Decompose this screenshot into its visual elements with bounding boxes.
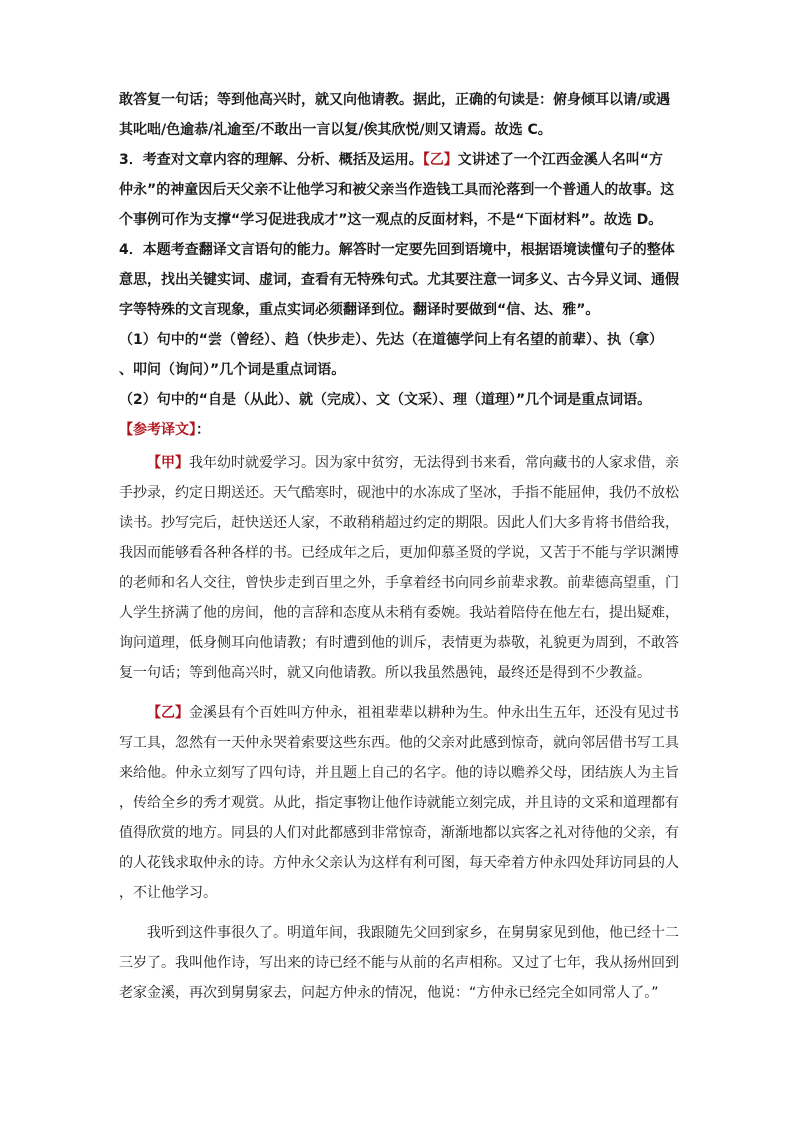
- text-line: [119, 180, 674, 200]
- line-text: 的老师和名人交往，曾快步走到百里之外，手拿着经书向同乡前辈求教。前辈德高望重，门: [119, 575, 679, 591]
- line-text: 其叱咄/色逾恭/礼逾至/不敢出一言以复/俟其欣悦/则又请焉。故选 C。: [119, 122, 552, 138]
- text-line: [119, 390, 651, 410]
- line-text: 意思，找出关键实词、虚词，查看有无特殊句式。尤其要注意一词多义、古今异义词、通假: [119, 272, 679, 288]
- text-line: [119, 663, 651, 683]
- text-line: [119, 573, 679, 593]
- text-line: [119, 330, 663, 350]
- line-text: ，传给全乡的秀才观赏。从此，指定事物让他作诗就能立刻完成，并且诗的文采和道理都有: [119, 795, 679, 811]
- line-text: 字等特殊的文言现象，重点实词必须翻译到位。翻译时要做到“信、达、雅”。: [119, 302, 600, 318]
- bracket-label: 【参考译文】: [119, 422, 196, 438]
- line-text: 值得欣赏的地方。同县的人们对此都感到非常惊奇，渐渐地都以宾客之礼对待他的父亲，有: [119, 825, 679, 841]
- text-line: [119, 793, 679, 813]
- text-line: [119, 120, 552, 140]
- text-line: [147, 453, 679, 473]
- line-text: 老家金溪，再次到舅舅家去，问起方仲永的情况，他说：“方仲永已经完全如同常人了。”: [119, 985, 659, 1001]
- line-text: （1）句中的“尝（曾经）、趋（快步走）、先达（在道德学问上有名望的前辈）、执（拿）: [119, 332, 663, 348]
- line-text: ：: [196, 422, 210, 438]
- text-line: [119, 883, 217, 903]
- line-text: 个事例可作为支撑“学习促进我成才”这一观点的反面材料，不是“下面材料”。故选 D。: [119, 212, 663, 228]
- line-text: （2）句中的“自是（从此）、就（完成）、文（文采）、理（道理）”几个词是重点词语。: [119, 392, 652, 408]
- text-line: [119, 360, 345, 380]
- line-text: 复一句话；等到他高兴时，就又向他请教。所以我虽然愚钝，最终还是得到不少教益。: [119, 665, 651, 681]
- line-text: 来给他。仲永立刻写了四句诗，并且题上自己的名字。他的诗以赡养父母，团结族人为主旨: [119, 765, 679, 781]
- line-text: 3．考查对文章内容的理解、分析、概括及运用。: [119, 152, 423, 168]
- text-line: [119, 543, 679, 563]
- line-text: 4．本题考查翻译文言语句的能力。解答时一定要先回到语境中，根据语境读懂句子的整体: [119, 242, 675, 258]
- line-text: 我因而能够看各种各样的书。已经成年之后，更加仰慕圣贤的学说，又苦于不能与学识渊博: [119, 545, 679, 561]
- line-text: 写工具，忽然有一天仲永哭着索要这些东西。他的父亲对此感到惊奇，就向邻居借书写工具: [119, 735, 679, 751]
- line-text: 文讲述了一个江西金溪人名叫“方: [457, 152, 663, 168]
- text-line: [119, 90, 670, 110]
- text-line: [119, 953, 679, 973]
- text-line: [119, 853, 679, 873]
- text-line: [119, 603, 679, 623]
- bracket-label: 【乙】: [422, 152, 458, 168]
- line-text: 手抄录，约定日期送还。天气酷寒时，砚池中的水冻成了坚冰，手指不能屈伸，我仍不放松: [119, 485, 679, 501]
- line-text: 的人花钱求取仲永的诗。方仲永父亲认为这样有利可图，每天牵着方仲永四处拜访同县的人: [119, 855, 679, 871]
- line-text: 三岁了。我叫他作诗，写出来的诗已经不能与从前的名声相称。又过了七年，我从扬州回到: [119, 955, 679, 971]
- text-line: [147, 703, 679, 723]
- line-text: 人学生挤满了他的房间，他的言辞和态度从未稍有委婉。我站着陪侍在他左右，提出疑难，: [119, 605, 679, 621]
- text-line: [119, 733, 679, 753]
- bracket-label: 【甲】: [147, 455, 189, 471]
- text-line: [119, 240, 675, 260]
- text-line: [119, 300, 599, 320]
- line-text: 仲永”的神童因后天父亲不让他学习和被父亲当作造钱工具而沦落到一个普通人的故事。这: [119, 182, 675, 198]
- text-line: [119, 270, 679, 290]
- line-text: 我听到这件事很久了。明道年间，我跟随先父回到家乡，在舅舅家见到他，他已经十二: [147, 925, 679, 941]
- text-line: [119, 763, 679, 783]
- line-text: 、叩问（询问）”几个词是重点词语。: [119, 362, 346, 378]
- line-text: 询问道理，低身侧耳向他请教；有时遭到他的训斥，表情更为恭敬，礼貌更为周到，不敢答: [119, 635, 679, 651]
- text-line: [119, 513, 679, 533]
- text-line: [119, 983, 659, 1003]
- line-text: 金溪县有个百姓叫方仲永，祖祖辈辈以耕种为生。仲永出生五年，还没有见过书: [189, 705, 679, 721]
- line-text: 我年幼时就爱学习。因为家中贫穷，无法得到书来看，常向藏书的人家求借，亲: [189, 455, 679, 471]
- text-line: [119, 823, 679, 843]
- text-line: [119, 420, 210, 440]
- bracket-label: 【乙】: [147, 705, 189, 721]
- text-line: [147, 923, 679, 943]
- text-line: [119, 210, 662, 230]
- line-text: ，不让他学习。: [119, 885, 217, 901]
- text-line: [119, 483, 679, 503]
- line-text: 读书。抄写完后，赶快送还人家，不敢稍稍超过约定的期限。因此人们大多肯将书借给我，: [119, 515, 679, 531]
- text-line: [119, 633, 679, 653]
- text-line: [119, 150, 663, 170]
- line-text: 敢答复一句话；等到他高兴时，就又向他请教。据此，正确的句读是：俯身倾耳以请/或遇: [119, 92, 671, 108]
